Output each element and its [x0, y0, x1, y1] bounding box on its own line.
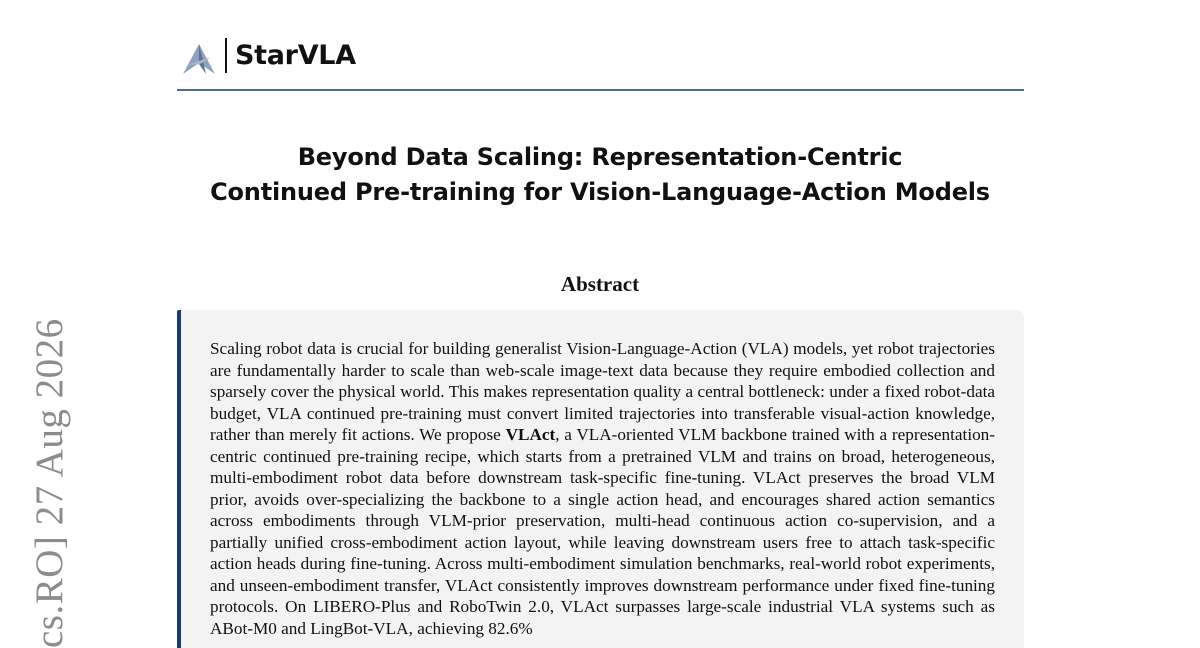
- abstract-text-part-1: Scaling robot data is crucial for building generalist Vision-Language-Action (VLA) models, yet robot trajectories are fundamentally harder to scale than web-scale image-text data because they require embodied collection and sparsely cover the physical world. This makes representation quality a central bottleneck: under a fixed robot-data budget, VLA continued pre-training must convert limited trajectories into transferable visual-action knowledge, rather than merely fit actions. We propose: [210, 339, 995, 444]
- paper-header: [177, 28, 1024, 91]
- arxiv-side-identifier: cs.RO] 27 Aug 2026: [28, 318, 71, 648]
- logo-divider: [225, 38, 227, 73]
- logo-text: StarVLA: [235, 40, 356, 71]
- paper-title: [150, 140, 1050, 210]
- abstract-box: [177, 310, 1024, 648]
- starvla-logo-icon: [182, 43, 216, 75]
- abstract-bold-term: VLAct: [505, 425, 556, 444]
- abstract-text: [210, 338, 995, 639]
- paper-title-line-2: Continued Pre-training for Vision-Language-Action Models: [210, 178, 990, 206]
- paper-title-line-1: Beyond Data Scaling: Representation-Centric: [297, 143, 903, 171]
- abstract-heading: Abstract: [560, 272, 640, 296]
- abstract-text-part-2: , a VLA-oriented VLM backbone trained with a representation-centric continued pre-training recipe, which starts from a pretrained VLM and trains on broad, heterogeneous, multi-embodiment robot data before downstream task-specific fine-tuning. VLAct preserves the broad VLM prior, avoids over-specializing the backbone to a single action head, and encourages shared action semantics across embodiments through VLM-prior preservation, multi-head continuous action co-supervision, and a partially unified cross-embodiment action layout, while leaving downstream users free to attach task-specific action heads during fine-tuning. Across multi-embodiment simulation benchmarks, real-world robot experiments, and unseen-embodiment transfer, VLAct consistently improves downstream performance under fixed fine-tuning protocols. On LIBERO-Plus and RoboTwin 2.0, VLAct surpasses large-scale industrial VLA systems such as ABot-M0 and LingBot-VLA, achieving 82.6%: [210, 425, 996, 638]
